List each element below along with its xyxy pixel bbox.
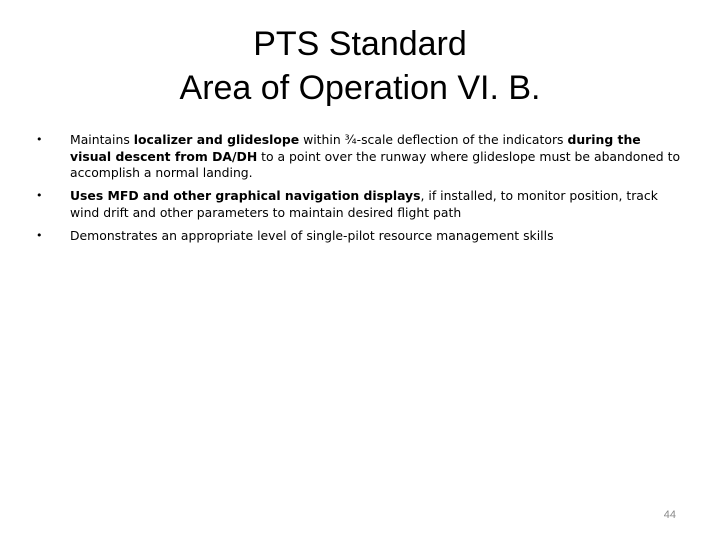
page-number: 44 [663,509,676,521]
bullet-icon: • [36,133,43,146]
bullet-text [70,132,680,180]
bullet-icon: • [36,189,43,203]
bullet-item-3 [36,228,686,245]
bullet-list [36,132,686,250]
text-segment: within ¾-scale deflection of the indicators [299,132,568,147]
title-line-2: Area of Operation VI. B. [179,69,541,107]
text-segment-bold: during the visual descent from DA/DH [70,132,641,164]
text-segment-bold: localizer and glideslope [133,132,300,147]
slide-title [60,22,660,110]
text-segment: to a point over the runway where glideslope must be abandoned to accomplish a normal landing. [70,148,681,181]
text-segment: Maintains [70,132,134,147]
bullet-item-2 [36,188,686,221]
bullet-text [70,228,554,243]
text-segment: Demonstrates an appropriate level of single-pilot resource management skills [70,227,554,243]
bullet-text [70,188,658,220]
text-segment: , if installed, to monitor position, track wind drift and other parameters to maintain desired flight path [70,188,658,220]
bullet-icon: • [36,228,43,242]
text-segment-bold: Uses MFD and other graphical navigation displays [70,188,421,204]
bullet-item-1 [36,132,686,182]
title-line-1: PTS Standard [253,25,467,63]
